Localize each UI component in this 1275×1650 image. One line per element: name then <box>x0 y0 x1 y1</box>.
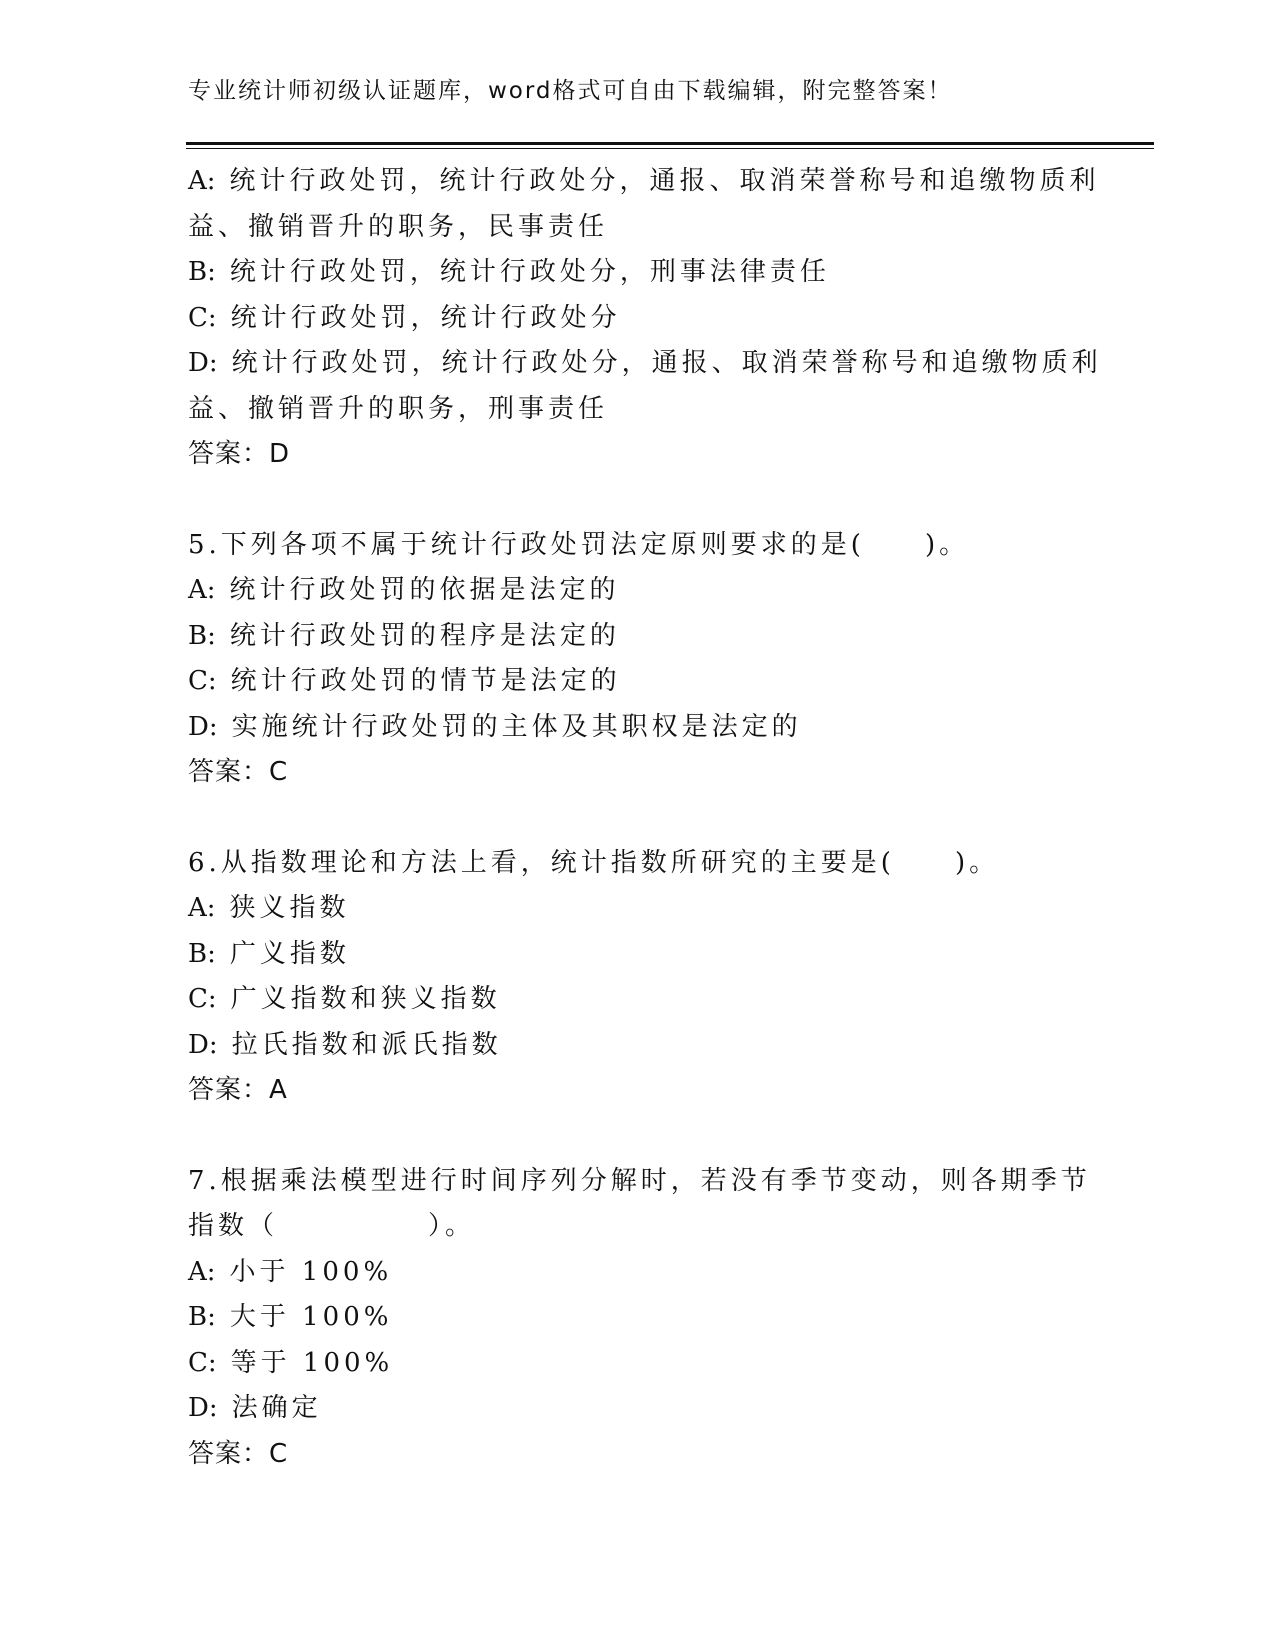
option-a: A: 统计行政处罚的依据是法定的 <box>188 575 620 605</box>
question-7 <box>188 1159 1091 1478</box>
option-b: B: 大于 100% <box>188 1302 393 1332</box>
option-a-continued: 益、撤销晋升的职务，民事责任 <box>188 211 609 242</box>
option-c: C: 等于 100% <box>188 1347 394 1378</box>
header-rule-thin <box>186 148 1154 149</box>
question-text-continued: 指数（ ）。 <box>188 1211 476 1241</box>
question-text: 6.从指数理论和方法上看，统计指数所研究的主要是( )。 <box>188 847 1000 878</box>
option-c: C: 广义指数和狭义指数 <box>188 984 501 1014</box>
question-5 <box>188 523 1088 796</box>
option-d: D: 法确定 <box>188 1393 322 1423</box>
answer: 答案：C <box>188 757 289 787</box>
option-c: C: 统计行政处罚的情节是法定的 <box>188 666 621 696</box>
answer: 答案：A <box>188 1075 288 1105</box>
question-list <box>188 159 1102 1477</box>
option-d: D: 拉氏指数和派氏指数 <box>188 1029 502 1060</box>
option-a: A: 统计行政处罚，统计行政处分，通报、取消荣誉称号和追缴物质利 <box>188 166 1100 196</box>
option-d: D: 统计行政处罚，统计行政处分，通报、取消荣誉称号和追缴物质利 <box>188 348 1102 378</box>
question-text: 7.根据乘法模型进行时间序列分解时，若没有季节变动，则各期季节 <box>188 1165 1091 1196</box>
option-b: B: 统计行政处罚，统计行政处分，刑事法律责任 <box>188 257 830 287</box>
option-b: B: 统计行政处罚的程序是法定的 <box>188 620 620 651</box>
option-a: A: 狭义指数 <box>188 893 350 923</box>
option-d: D: 实施统计行政处罚的主体及其职权是法定的 <box>188 711 802 742</box>
page-header: 专业统计师初级认证题库，word格式可自由下载编辑，附完整答案！ <box>188 78 953 104</box>
question-4 <box>188 159 1102 478</box>
option-c: C: 统计行政处罚，统计行政处分 <box>188 302 621 333</box>
answer: 答案：D <box>188 439 291 469</box>
option-b: B: 广义指数 <box>188 938 350 969</box>
answer: 答案：C <box>188 1438 289 1469</box>
question-6 <box>188 841 1088 1114</box>
option-d-continued: 益、撤销晋升的职务，刑事责任 <box>188 393 609 424</box>
option-a: A: 小于 100% <box>188 1256 393 1287</box>
header-rule-thick <box>186 142 1154 145</box>
question-text: 5.下列各项不属于统计行政处罚法定原则要求的是( )。 <box>188 529 970 560</box>
